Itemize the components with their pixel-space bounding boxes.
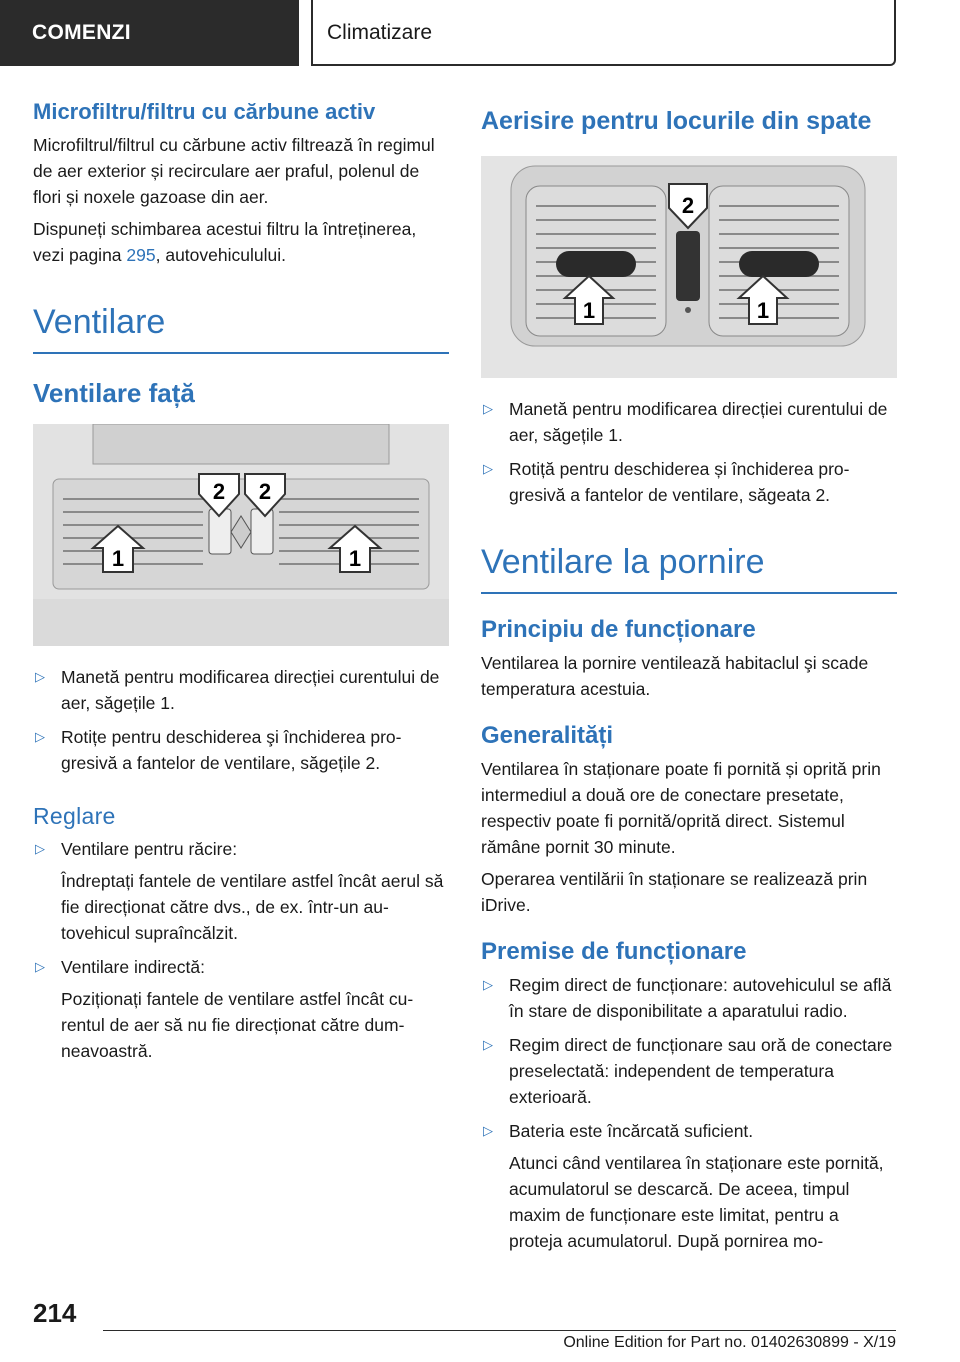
- principle-paragraph: Ventilarea la pornire ventilează habitaclul şi scade temperatura acestuia.: [481, 653, 869, 699]
- triangle-right-icon: ▷: [35, 841, 45, 856]
- general-paragraph-2: Operarea ventilării în staționare se realizează prin iDrive.: [481, 869, 868, 915]
- list-item: ▷ Regim direct de funcționare sau oră de conectare preselectată: independent de temperatura exterioară.: [481, 1032, 897, 1110]
- edition-note: Online Edition for Part no. 01402630899 - X/19: [563, 1334, 896, 1351]
- start-vent-heading: Ventilare la pornire: [481, 540, 897, 594]
- triangle-right-icon: ▷: [483, 977, 493, 992]
- adjust-heading: Reglare: [33, 803, 116, 829]
- rear-fig-label: 1: [756, 298, 770, 323]
- triangle-right-icon: ▷: [35, 729, 45, 744]
- front-fig-label: 1: [348, 546, 362, 571]
- ventilation-heading: Ventilare: [33, 300, 449, 354]
- section-tab[interactable]: Climatizare: [311, 0, 896, 66]
- adjust-list: [33, 836, 449, 1064]
- list-item: ▷ Manetă pentru modificarea direcției curentului de aer, săgețile 1.: [33, 664, 449, 716]
- rear-vent-list: [481, 396, 897, 508]
- list-item: ▷ Ventilare pentru răcire: Îndreptați fantele de ventilare astfel încât aerul să fie direcționat către dvs., de ex. într-un autovehicul supraîncălzit.: [33, 836, 449, 946]
- rear-fig-label: 2: [681, 193, 695, 218]
- triangle-right-icon: ▷: [483, 1037, 493, 1052]
- list-item: ▷ Ventilare indirectă: Poziționați fantele de ventilare astfel încât curentul de aer să nu fie direcționat către dumneavoastră.: [33, 954, 449, 1064]
- general-heading: Generalități: [481, 722, 614, 749]
- right-column: [481, 98, 897, 1262]
- premise-list: [481, 972, 897, 1254]
- rear-vent-illustration: [481, 156, 895, 378]
- filter-heading: Microfiltru/filtru cu cărbune activ: [33, 99, 376, 124]
- triangle-right-icon: ▷: [483, 1123, 493, 1138]
- front-vent-illustration: [33, 424, 449, 646]
- front-fig-label: 1: [111, 546, 125, 571]
- filter-paragraph-2: Dispuneți schimbarea acestui filtru la întreținerea, vezi pagina 295, autovehiculului.: [33, 219, 417, 265]
- filter-paragraph-1: Microfiltrul/filtrul cu cărbune activ filtrează în regimul de aer exterior și recirculare aer praful, polenul de flori și noxele gazoase din aer.: [33, 135, 435, 207]
- list-item: ▷ Manetă pentru modificarea direcției curentului de aer, săgețile 1.: [481, 396, 897, 448]
- rear-vent-heading: Aerisire pentru locurile din spate: [481, 107, 872, 135]
- front-vent-heading: Ventilare față: [33, 378, 195, 408]
- general-paragraph-1: Ventilarea în staționare poate fi pornită și oprită prin intermediul a două ore de conectare presetate, respectiv poate fi pornită/oprită direct. Sistemul rămâne pornit 30 minute.: [481, 759, 881, 857]
- triangle-right-icon: ▷: [35, 959, 45, 974]
- triangle-right-icon: ▷: [483, 461, 493, 476]
- rear-vent-figure: [481, 156, 897, 378]
- footer-divider: [103, 1330, 896, 1331]
- chapter-tab[interactable]: COMENZI: [0, 0, 299, 66]
- front-vent-figure: [33, 424, 449, 646]
- front-vent-list: [33, 664, 449, 776]
- premise-heading: Premise de funcționare: [481, 938, 747, 965]
- list-item: ▷ Regim direct de funcționare: autovehiculul se află în stare de disponibilitate a aparatului radio.: [481, 972, 897, 1024]
- list-item: ▷ Rotiță pentru deschiderea și închiderea progresivă a fantelor de ventilare, săgeata 2.: [481, 456, 897, 508]
- front-fig-label: 2: [212, 479, 226, 504]
- triangle-right-icon: ▷: [483, 401, 493, 416]
- page-link[interactable]: 295: [126, 245, 156, 265]
- triangle-right-icon: ▷: [35, 669, 45, 684]
- page-footer: [33, 1298, 896, 1351]
- rear-fig-label: 1: [582, 298, 596, 323]
- list-item: ▷ Bateria este încărcată suficient. Atunci când ventilarea în staționare este pornită, acumulatorul se descarcă. De aceea, timpul maxim de funcționare este limitat, pentru a proteja acumulatorul. După pornirea mo-: [481, 1118, 897, 1254]
- page-number: 214: [33, 1298, 77, 1328]
- page-header: [0, 0, 960, 66]
- front-fig-label: 2: [258, 479, 272, 504]
- left-column: [33, 98, 449, 1072]
- list-item: ▷ Rotițe pentru deschiderea şi închiderea progresivă a fantelor de ventilare, săgețile 2.: [33, 724, 449, 776]
- principle-heading: Principiu de funcționare: [481, 616, 756, 643]
